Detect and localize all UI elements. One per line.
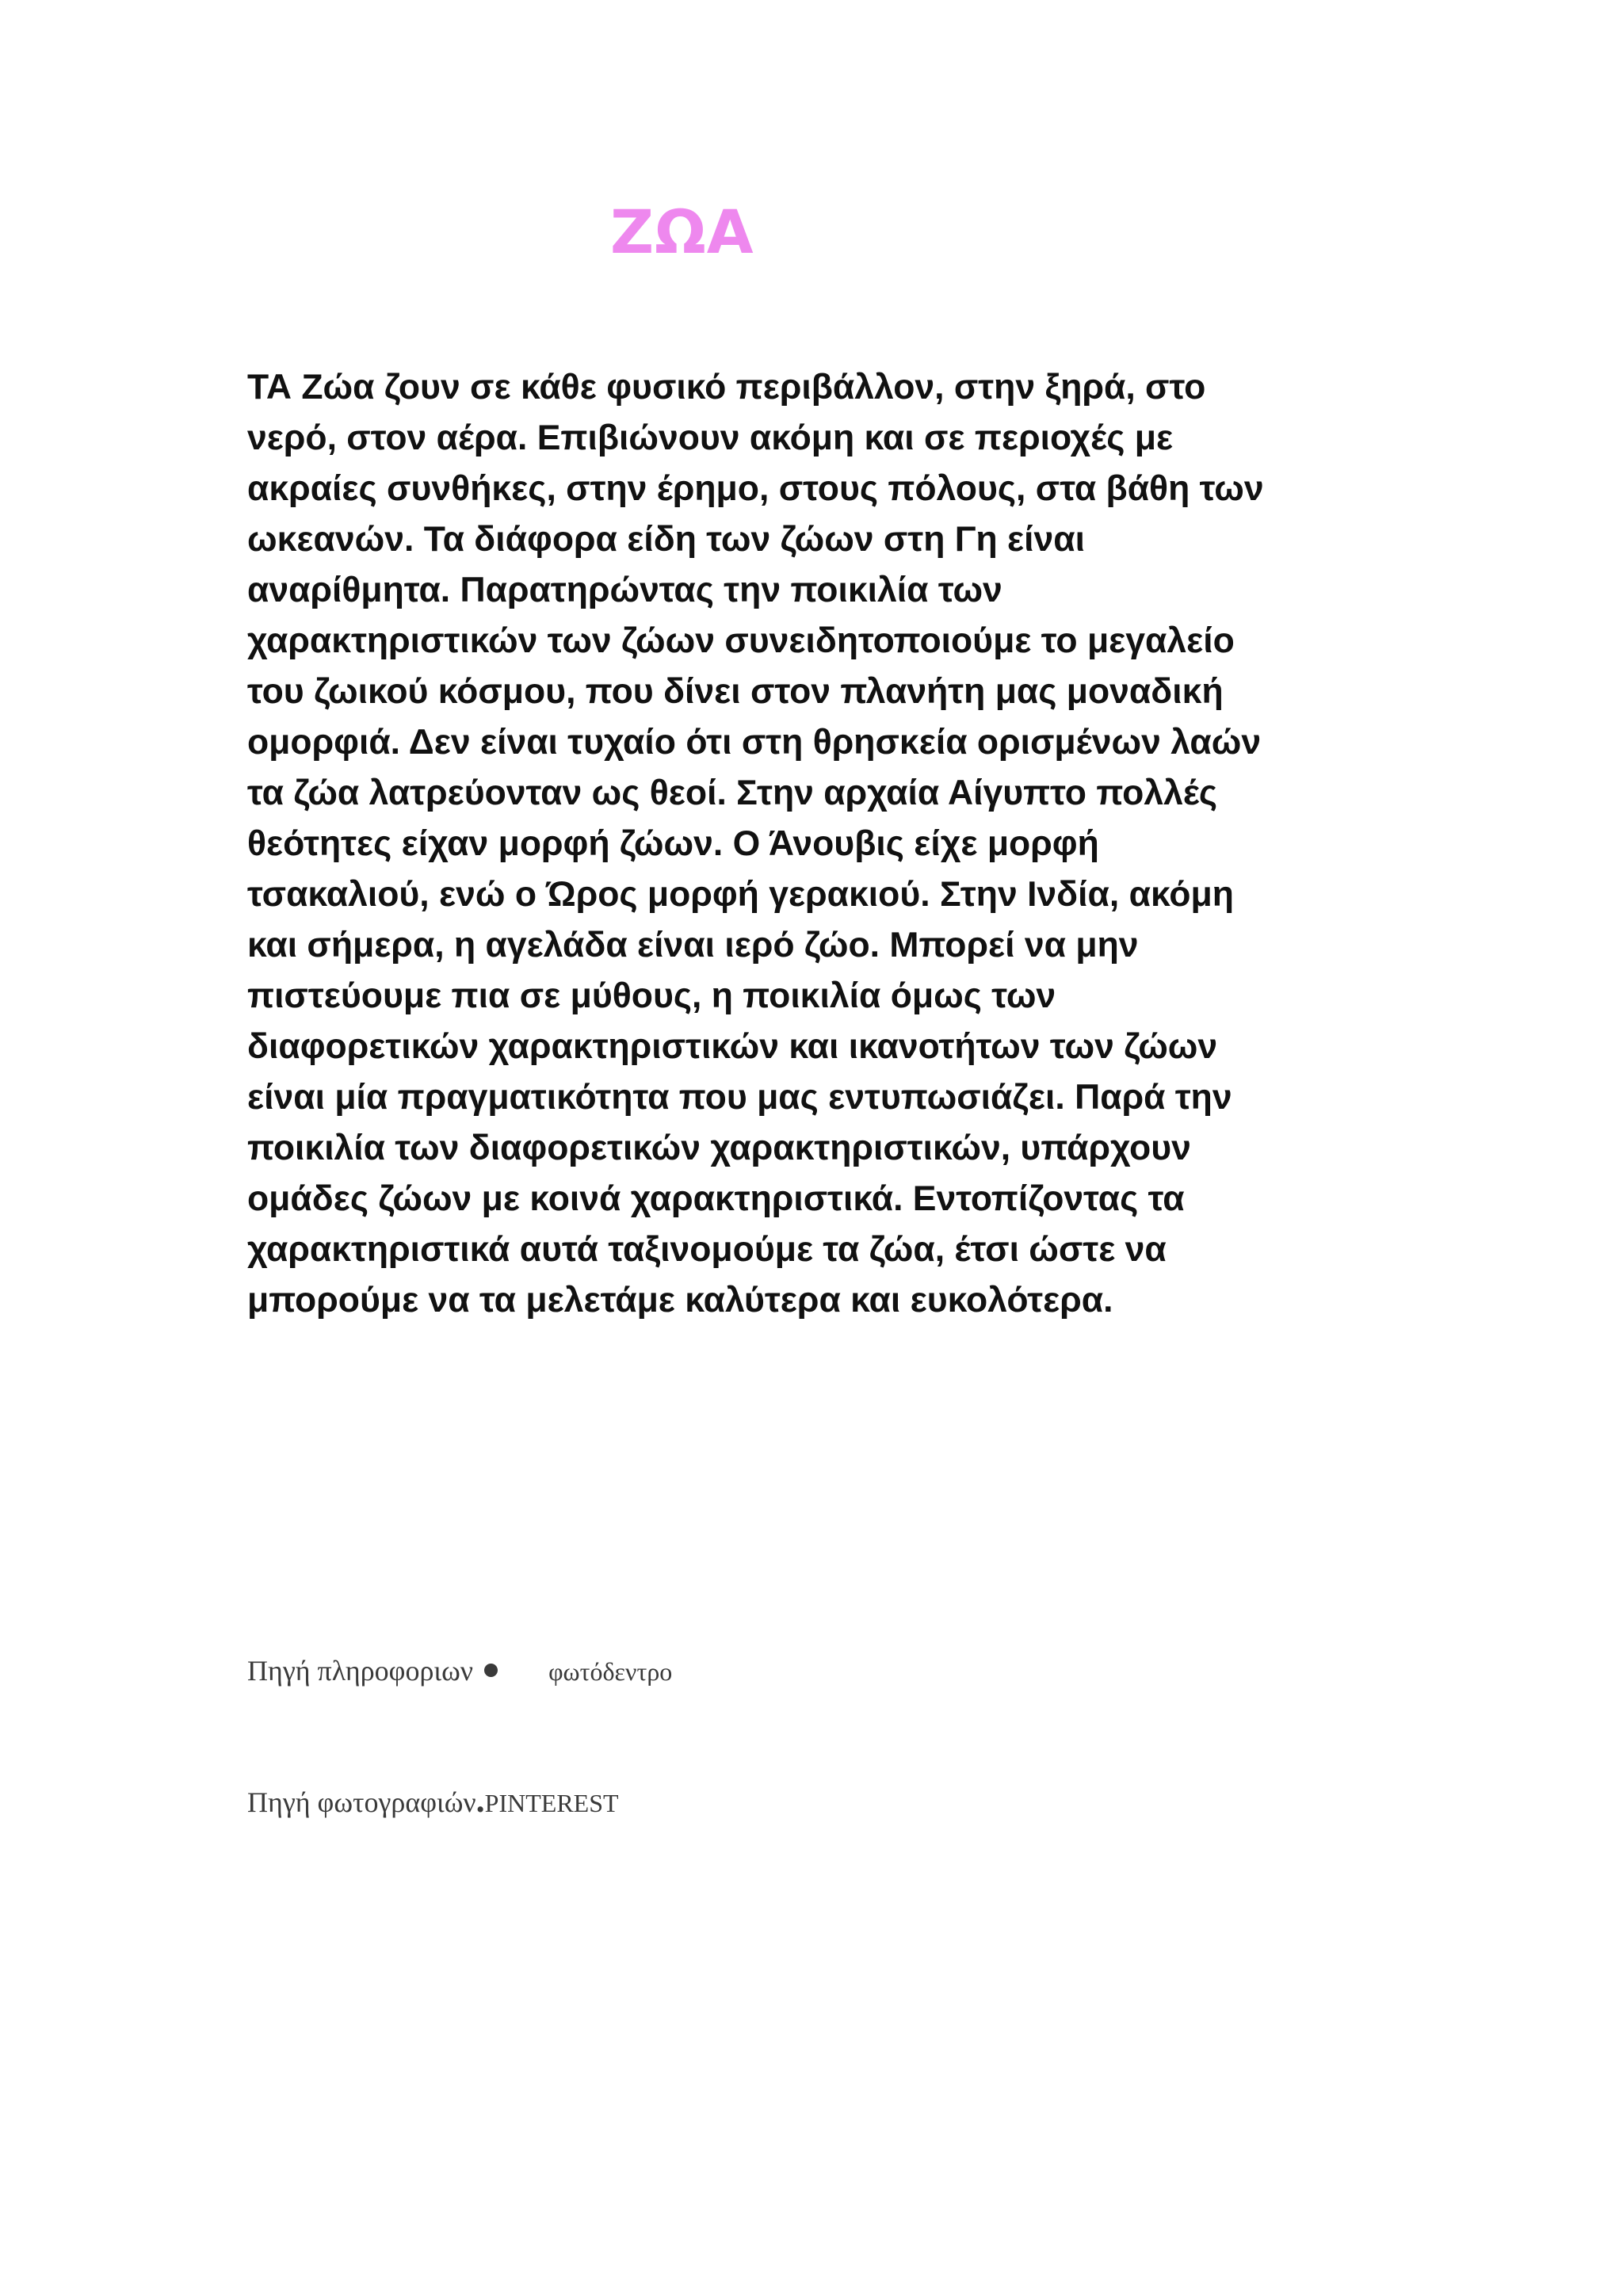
info-source [247, 1656, 672, 1685]
body-line: αναρίθμητα. Παρατηρώντας την ποικιλία των [247, 571, 1002, 609]
body-line: είναι μία πραγματικότητα που μας εντυπωσιάζει. Παρά την [247, 1078, 1232, 1117]
body-line: ωκεανών. Τα διάφορα είδη των ζώων στη Γη είναι [247, 520, 1085, 559]
body-line: τα ζώα λατρεύονταν ως θεοί. Στην αρχαία Αίγυπτο πολλές [247, 774, 1218, 812]
photo-source-value: PINTEREST [484, 1789, 619, 1817]
info-source-label: Πηγή πληροφοριων [247, 1655, 474, 1687]
info-source-value: φωτόδεντρο [548, 1657, 673, 1686]
body-line: ακραίες συνθήκες, στην έρημο, στους πόλους, στα βάθη των [247, 469, 1264, 508]
body-line: τσακαλιού, ενώ ο Ώρος μορφή γερακιού. Στην Ινδία, ακόμη [247, 875, 1234, 914]
body-line: ομάδες ζώων με κοινά χαρακτηριστικά. Εντοπίζοντας τα [247, 1179, 1185, 1218]
body-paragraph [247, 362, 1264, 1326]
body-line: νερό, στον αέρα. Επιβιώνουν ακόμη και σε περιοχές με [247, 418, 1174, 457]
body-line: μπορούμε να τα μελετάμε καλύτερα και ευκολότερα. [247, 1281, 1113, 1320]
body-line: χαρακτηριστικών των ζώων συνειδητοποιούμε το μεγαλείο [247, 621, 1235, 660]
body-line: χαρακτηριστικά αυτά ταξινομούμε τα ζώα, έτσι ώστε να [247, 1230, 1167, 1269]
body-line: και σήμερα, η αγελάδα είναι ιερό ζώο. Μπορεί να μην [247, 926, 1139, 965]
body-line: θεότητες είχαν μορφή ζώων. Ο Άνουβις είχε μορφή [247, 824, 1099, 863]
photo-source-separator: . [475, 1781, 485, 1820]
body-line: ομορφιά. Δεν είναι τυχαίο ότι στη θρησκεία ορισμένων λαών [247, 723, 1262, 762]
page-title: ΖΩΑ [610, 197, 754, 267]
photo-source [247, 1783, 619, 1818]
body-line: διαφορετικών χαρακτηριστικών και ικανοτήτων των ζώων [247, 1027, 1218, 1066]
body-line: ποικιλία των διαφορετικών χαρακτηριστικών, υπάρχουν [247, 1129, 1191, 1167]
body-line: ΤΑ Ζώα ζουν σε κάθε φυσικό περιβάλλον, στην ξηρά, στο [247, 368, 1206, 407]
bullet-icon [484, 1664, 498, 1677]
body-line: πιστεύουμε πια σε μύθους, η ποικιλία όμως των [247, 976, 1056, 1015]
body-line: του ζωικού κόσμου, που δίνει στον πλανήτη μας μοναδική [247, 672, 1224, 711]
photo-source-label: Πηγή φωτογραφιών [247, 1786, 476, 1818]
